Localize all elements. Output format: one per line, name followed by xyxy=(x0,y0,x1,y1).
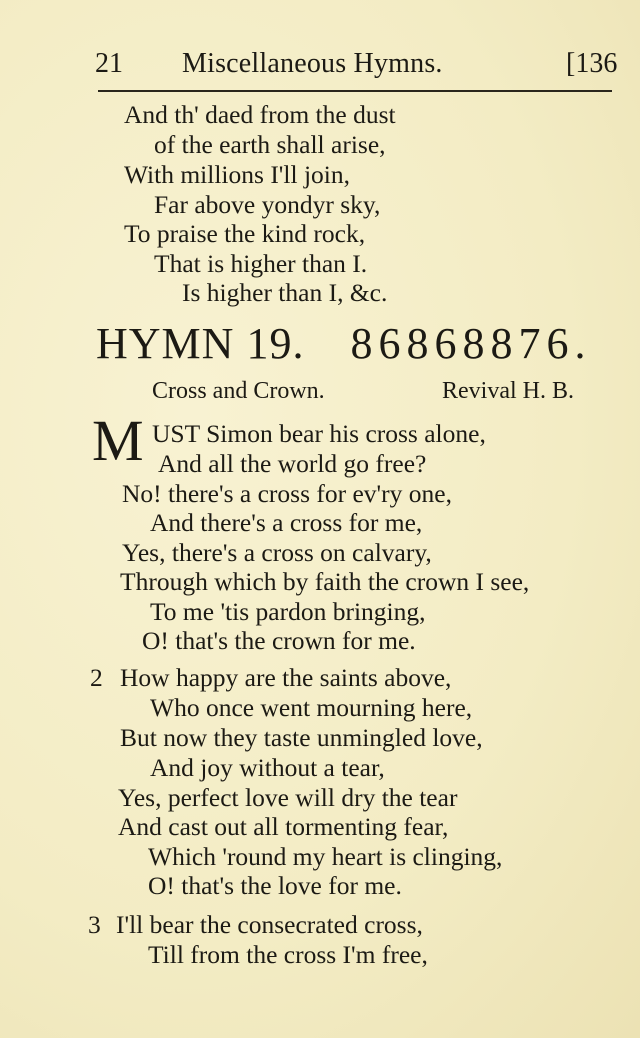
verse-line: To me 'tis pardon bringing, xyxy=(150,597,426,626)
verse-line: But now they taste unmingled love, xyxy=(120,723,483,752)
verse-line: Till from the cross I'm free, xyxy=(148,940,428,969)
running-header xyxy=(0,48,640,88)
verse-line: And th' daed from the dust xyxy=(124,100,396,129)
hymn-meter: 86868876. xyxy=(350,319,592,368)
verse-line: And joy without a tear, xyxy=(150,753,385,782)
header-rule xyxy=(98,90,612,92)
drop-cap: M xyxy=(92,408,144,473)
verse-line: No! there's a cross for ev'ry one, xyxy=(122,479,452,508)
verse-line: How happy are the saints above, xyxy=(120,663,452,692)
hymn-number: HYMN 19. xyxy=(96,319,305,368)
page-reference: [136 xyxy=(566,48,618,79)
verse-line: of the earth shall arise, xyxy=(154,130,386,159)
verse-line: To praise the kind rock, xyxy=(124,219,366,248)
verse-line: I'll bear the consecrated cross, xyxy=(116,910,423,939)
page-number: 21 xyxy=(95,48,123,79)
verse-number: 3 xyxy=(88,910,101,939)
verse-line: With millions I'll join, xyxy=(124,160,350,189)
verse-line: UST Simon bear his cross alone, xyxy=(152,419,486,448)
verse-line: O! that's the crown for me. xyxy=(142,626,416,655)
running-title: Miscellaneous Hymns. xyxy=(182,48,443,79)
verse-line: And cast out all tormenting fear, xyxy=(118,812,449,841)
tune-name: Cross and Crown. xyxy=(152,378,325,404)
verse-line: Far above yondyr sky, xyxy=(154,190,381,219)
verse-line: Is higher than I, &c. xyxy=(182,278,388,307)
hymn-source: Revival H. B. xyxy=(442,378,574,404)
verse-line: And there's a cross for me, xyxy=(150,508,423,537)
verse-line: Which 'round my heart is clinging, xyxy=(148,842,503,871)
verse-line: O! that's the love for me. xyxy=(148,871,402,900)
verse-line: Who once went mourning here, xyxy=(150,693,473,722)
verse-line: Yes, perfect love will dry the tear xyxy=(118,783,458,812)
verse-line: Through which by faith the crown I see, xyxy=(120,567,530,596)
verse-number: 2 xyxy=(90,663,103,692)
hymn-title xyxy=(96,318,591,370)
verse-line: That is higher than I. xyxy=(154,249,368,278)
verse-line: Yes, there's a cross on calvary, xyxy=(122,538,432,567)
verse-line: And all the world go free? xyxy=(158,449,427,478)
